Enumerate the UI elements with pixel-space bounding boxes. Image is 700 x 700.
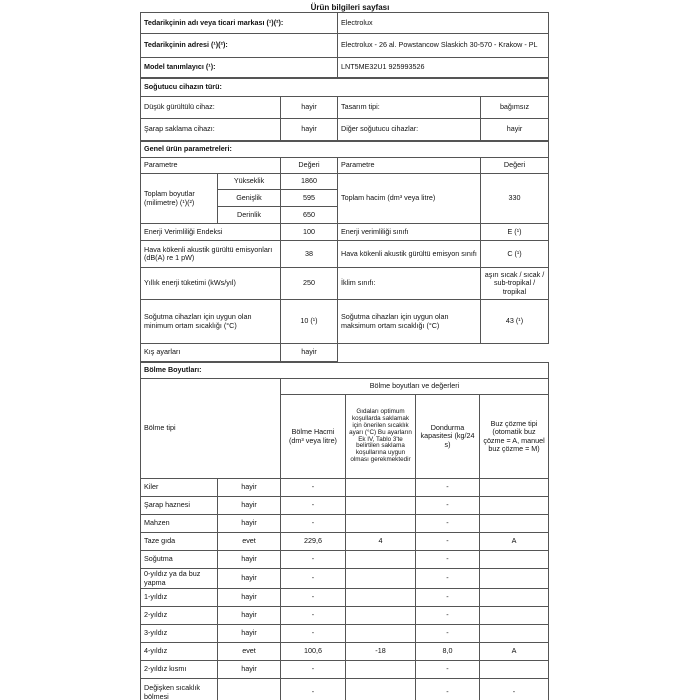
energy-class-value: E (¹): [481, 224, 549, 241]
compartment-present: hayir: [218, 479, 281, 497]
compartment-present: hayir: [218, 607, 281, 625]
compartment-present: hayir: [218, 569, 281, 589]
noise-value: 38: [281, 241, 338, 268]
compartment-defrost: A: [480, 643, 549, 661]
compartment-defrost: -: [480, 679, 549, 700]
eei-value: 100: [281, 224, 338, 241]
compartment-defrost: [480, 497, 549, 515]
compartment-name: Kiler: [141, 479, 218, 497]
compartment-volume: -: [281, 515, 346, 533]
compartment-name: 4-yıldız: [141, 643, 218, 661]
total-volume-value: 330: [481, 174, 549, 224]
compartment-row: [141, 643, 549, 661]
freeze-header: Dondurma kapasitesi (kg/24 s): [416, 395, 480, 479]
compartment-defrost: [480, 625, 549, 643]
compartment-defrost: [480, 479, 549, 497]
compartment-volume: -: [281, 551, 346, 569]
design-label: Tasarım tipi:: [338, 97, 481, 119]
compartment-defrost: [480, 661, 549, 679]
compartment-name: 0-yıldız ya da buz yapma: [141, 569, 218, 589]
compartment-defrost: [480, 589, 549, 607]
compartment-defrost: [480, 569, 549, 589]
width-label: Genişlik: [218, 190, 281, 207]
compartment-row: [141, 679, 549, 700]
compartment-row: [141, 569, 549, 589]
compartment-temp: [346, 569, 416, 589]
compartment-present: hayir: [218, 497, 281, 515]
compartment-temp: [346, 479, 416, 497]
compartment-name: 3-yıldız: [141, 625, 218, 643]
compartment-volume: -: [281, 589, 346, 607]
compartment-freeze: -: [416, 551, 480, 569]
compartment-row: [141, 607, 549, 625]
compartment-volume: 100,6: [281, 643, 346, 661]
compartment-freeze: -: [416, 679, 480, 700]
supplier-address-value: Electrolux - 26 al. Powstancow Slaskich 30-570 - Krakow - PL: [338, 34, 549, 58]
min-temp-label: Soğutma cihazları için uygun olan minimum ortam sıcaklığı (°C): [141, 300, 281, 344]
compartment-present: hayir: [218, 625, 281, 643]
compartment-present: hayir: [218, 589, 281, 607]
compartment-present: hayir: [218, 515, 281, 533]
depth-value: 650: [281, 207, 338, 224]
param-header-2: Parametre: [338, 158, 481, 174]
compartment-rows: [141, 479, 549, 700]
compartment-volume: -: [281, 661, 346, 679]
height-label: Yükseklik: [218, 174, 281, 190]
compartment-volume: -: [281, 569, 346, 589]
compartment-defrost: [480, 607, 549, 625]
compartment-temp: [346, 607, 416, 625]
compartment-temp: [346, 515, 416, 533]
winter-value: hayir: [281, 344, 338, 362]
height-value: 1860: [281, 174, 338, 190]
compartment-present: evet: [218, 533, 281, 551]
compartment-name: Şarap haznesi: [141, 497, 218, 515]
other-value: hayir: [481, 119, 549, 141]
compartment-temp: [346, 497, 416, 515]
min-temp-value: 10 (¹): [281, 300, 338, 344]
compartment-volume: -: [281, 679, 346, 700]
compartment-freeze: 8,0: [416, 643, 480, 661]
compartment-row: [141, 625, 549, 643]
compartment-name: 2-yıldız kısmı: [141, 661, 218, 679]
low-noise-label: Düşük gürültülü cihaz:: [141, 97, 281, 119]
compartment-defrost: [480, 515, 549, 533]
compartment-defrost: [480, 551, 549, 569]
other-label: Diğer soğutucu cihazlar:: [338, 119, 481, 141]
annual-energy-label: Yıllık enerji tüketimi (kWs/yıl): [141, 268, 281, 300]
dimensions-label: Toplam boyutlar (milimetre) (¹)(²): [141, 174, 218, 224]
compartment-volume: -: [281, 497, 346, 515]
compartment-present: hayir: [218, 551, 281, 569]
page-title: Ürün bilgileri sayfası: [310, 3, 390, 12]
compartment-freeze: -: [416, 479, 480, 497]
compartment-temp: [346, 661, 416, 679]
wine-value: hayir: [281, 119, 338, 141]
winter-label: Kış ayarları: [141, 344, 281, 362]
compartment-temp: -18: [346, 643, 416, 661]
compartment-present: evet: [218, 643, 281, 661]
noise-class-value: C (¹): [481, 241, 549, 268]
info-table-wrapper: [140, 12, 548, 700]
defrost-header: Buz çözme tipi (otomatik buz çözme = A, manuel buz çözme = M): [480, 395, 549, 479]
compartment-present: hayir: [218, 661, 281, 679]
compartment-group-header: Bölme boyutları ve değerleri: [281, 379, 549, 395]
compartment-row: [141, 515, 549, 533]
general-heading: Genel ürün parametreleri:: [141, 142, 549, 158]
compartment-temp: [346, 589, 416, 607]
compartments-table: [140, 362, 549, 700]
supplier-table: [140, 12, 549, 78]
energy-class-label: Enerji verimliliği sınıfı: [338, 224, 481, 241]
compartment-name: 1-yıldız: [141, 589, 218, 607]
model-label: Model tanımlayıcı (¹):: [141, 58, 338, 78]
compartment-type-header: Bölme tipi: [141, 379, 281, 479]
compartment-volume: 229,6: [281, 533, 346, 551]
compartment-temp: 4: [346, 533, 416, 551]
compartment-temp: [346, 551, 416, 569]
climate-class-value: aşırı sıcak / sıcak / sub-tropikal / tropikal: [481, 268, 549, 300]
supplier-address-label: Tedarikçinin adresi (¹)(²):: [141, 34, 338, 58]
compartment-row: [141, 589, 549, 607]
compartments-heading: Bölme Boyutları:: [141, 363, 549, 379]
compartment-volume: -: [281, 479, 346, 497]
compartment-freeze: -: [416, 569, 480, 589]
compartment-volume: -: [281, 625, 346, 643]
total-volume-label: Toplam hacim (dm³ veya litre): [338, 174, 481, 224]
compartment-name: 2-yıldız: [141, 607, 218, 625]
max-temp-label: Soğutma cihazları için uygun olan maksimum ortam sıcaklığı (°C): [338, 300, 481, 344]
compartment-temp: [346, 625, 416, 643]
compartment-volume: -: [281, 607, 346, 625]
supplier-name-value: Electrolux: [338, 13, 549, 34]
compartment-row: [141, 497, 549, 515]
compartment-temp: [346, 679, 416, 700]
noise-label: Hava kökenli akustik gürültü emisyonları (dB(A) re 1 pW): [141, 241, 281, 268]
compartment-present: [218, 679, 281, 700]
compartment-row: [141, 533, 549, 551]
volume-header: Bölme Hacmi (dm³ veya litre): [281, 395, 346, 479]
compartment-row: [141, 551, 549, 569]
blank-cell: [338, 344, 549, 362]
model-value: LNT5ME32U1 925993526: [338, 58, 549, 78]
compartment-name: Taze gıda: [141, 533, 218, 551]
value-header: Değeri: [281, 158, 338, 174]
climate-class-label: İklim sınıfı:: [338, 268, 481, 300]
compartment-name: Mahzen: [141, 515, 218, 533]
compartment-row: [141, 661, 549, 679]
compartment-freeze: -: [416, 533, 480, 551]
compartment-name: Soğutma: [141, 551, 218, 569]
compartment-freeze: -: [416, 607, 480, 625]
compartment-freeze: -: [416, 661, 480, 679]
eei-label: Enerji Verimliliği Endeksi: [141, 224, 281, 241]
wine-label: Şarap saklama cihazı:: [141, 119, 281, 141]
compartment-freeze: -: [416, 589, 480, 607]
device-type-heading: Soğutucu cihazın türü:: [141, 79, 549, 97]
temp-header: Gıdaları optimum koşullarda saklamak için önerilen sıcaklık ayarı (°C) Bu ayarların Ek IV, Tablo 3'te belirtilen saklama koşullarına uygun olması gerekmektedir: [346, 395, 416, 479]
value-header-2: Değeri: [481, 158, 549, 174]
design-value: bağımsız: [481, 97, 549, 119]
noise-class-label: Hava kökenli akustik gürültü emisyon sınıfı: [338, 241, 481, 268]
compartment-freeze: -: [416, 515, 480, 533]
supplier-name-label: Tedarikçinin adı veya ticari markası (¹)(²):: [141, 13, 338, 34]
max-temp-value: 43 (¹): [481, 300, 549, 344]
depth-label: Derinlik: [218, 207, 281, 224]
param-header: Parametre: [141, 158, 281, 174]
width-value: 595: [281, 190, 338, 207]
compartment-freeze: -: [416, 497, 480, 515]
compartment-defrost: A: [480, 533, 549, 551]
compartment-freeze: -: [416, 625, 480, 643]
annual-energy-value: 250: [281, 268, 338, 300]
compartment-row: [141, 479, 549, 497]
low-noise-value: hayir: [281, 97, 338, 119]
general-params-table: [140, 141, 549, 362]
compartment-name: Değişken sıcaklık bölmesi: [141, 679, 218, 700]
device-type-table: [140, 78, 549, 141]
